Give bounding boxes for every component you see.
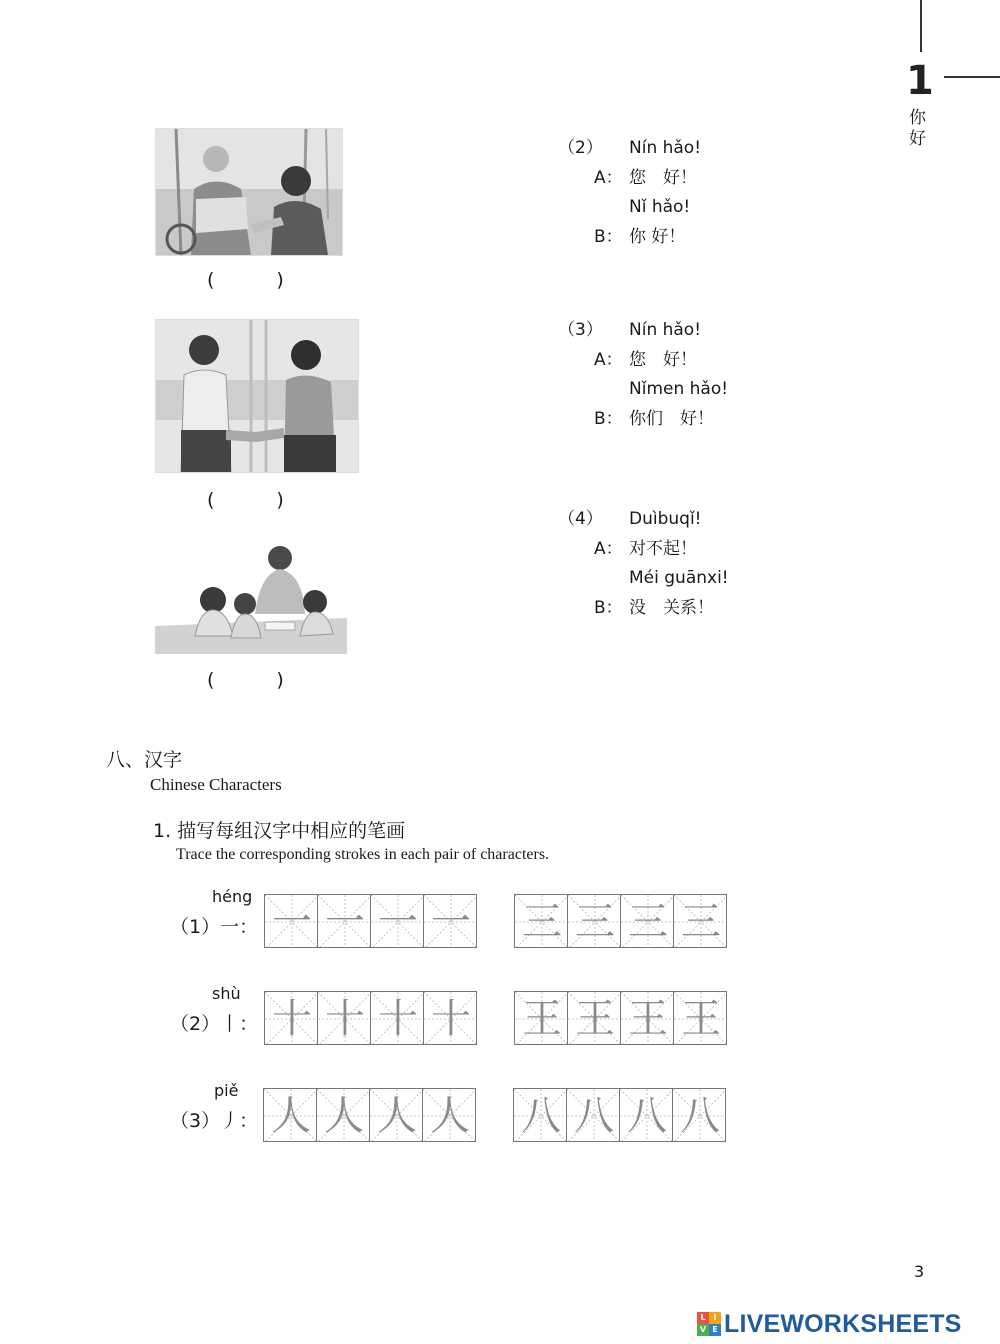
trace-grid-b [514,894,727,948]
dialogue-number: （4） [558,509,603,529]
trace-guide [318,895,371,948]
trace-guide [423,1089,476,1142]
trace-guide [567,1089,620,1142]
trace-cell[interactable] [370,991,424,1045]
trace-grid-a [264,894,477,948]
trace-guide [621,992,674,1045]
trace-grid-b [514,991,727,1045]
dialogue-2 [558,134,818,252]
trace-guide [621,895,674,948]
stroke-row-label: （2）丨： [170,1013,259,1035]
trace-cell[interactable] [672,1088,726,1142]
dialogue-hanzi: 您 好！ [629,349,697,370]
dialogue-pinyin: Nín hǎo! [629,138,702,158]
trace-cell[interactable] [567,894,621,948]
page-number: 3 [914,1262,925,1281]
logo-text: LIVEWORKSHEETS [724,1309,962,1338]
trace-cell[interactable] [513,1088,567,1142]
stroke-pinyin: héng [212,887,253,906]
section-subtitle: Chinese Characters [150,775,282,794]
trace-character: 十 [378,996,418,1042]
trace-guide [317,1089,370,1142]
trace-character: 八 [627,1093,667,1139]
paren-left: ( [207,669,215,691]
trace-cell[interactable] [514,991,568,1045]
trace-cell[interactable] [423,991,477,1045]
trace-cell[interactable] [317,991,371,1045]
trace-character: 王 [681,996,721,1042]
paren-right: ) [276,269,284,291]
dialogue-number: （2） [558,138,603,158]
question-title: 1. 描写每组汉字中相应的笔画 [153,820,406,842]
speaker-label: B： [594,597,623,618]
dialogue-number: （3） [558,320,603,340]
dialogue-3 [558,316,818,434]
trace-character: 人 [271,1093,311,1139]
speaker-label: B： [594,226,623,247]
trace-guide [265,895,318,948]
trace-character: 王 [522,996,562,1042]
photo-handshake [155,319,359,473]
stroke-pinyin: piě [214,1081,239,1100]
dialogue-hanzi: 你 好！ [629,226,686,247]
trace-cell[interactable] [619,1088,673,1142]
photo-greeting-elderly [155,128,343,256]
trace-cell[interactable] [673,991,727,1045]
trace-character: 十 [325,996,365,1042]
speaker-label: A： [594,538,623,559]
trace-guide [318,992,371,1045]
trace-guide [674,895,727,948]
dialogue-pinyin: Nín hǎo! [629,320,702,340]
trace-guide [674,992,727,1045]
trace-guide [370,1089,423,1142]
trace-guide [515,895,568,948]
trace-character: 三 [628,899,668,945]
dialogue-hanzi: 你们 好！ [629,408,714,429]
trace-guide [515,992,568,1045]
dialogue-pinyin: Duìbuqǐ! [629,509,702,529]
trace-character: 十 [431,996,471,1042]
speaker-label: A： [594,167,623,188]
trace-character: 一 [272,899,312,945]
trace-guide [264,1089,317,1142]
trace-character: 一 [325,899,365,945]
trace-guide [371,992,424,1045]
trace-character: 十 [272,996,312,1042]
trace-cell[interactable] [566,1088,620,1142]
dialogue-hanzi: 您 好！ [629,167,697,188]
trace-character: 三 [575,899,615,945]
dialogue-4 [558,505,818,623]
trace-character: 一 [378,899,418,945]
paren-left: ( [207,269,215,291]
trace-character: 人 [430,1093,470,1139]
trace-cell[interactable] [422,1088,476,1142]
stroke-row-label: （1）一： [170,916,259,938]
trace-guide [424,895,477,948]
trace-character: 王 [628,996,668,1042]
trace-cell[interactable] [673,894,727,948]
trace-guide [265,992,318,1045]
dialogue-pinyin: Méi guānxi! [629,568,729,588]
trace-character: 人 [324,1093,364,1139]
trace-guide [568,895,621,948]
trace-cell[interactable] [423,894,477,948]
trace-cell[interactable] [620,991,674,1045]
lesson-divider-vertical [920,0,922,52]
trace-cell[interactable] [620,894,674,948]
dialogue-pinyin: Nǐmen hǎo! [629,379,729,399]
stroke-row-label: （3）丿： [170,1110,259,1132]
paren-left: ( [207,489,215,511]
lesson-title: 你好 [909,108,926,149]
trace-cell[interactable] [317,894,371,948]
trace-grid-b [513,1088,726,1142]
dialogue-hanzi: 没 关系！ [629,597,714,618]
trace-character: 一 [431,899,471,945]
speaker-label: A： [594,349,623,370]
trace-grid-a [263,1088,476,1142]
trace-cell[interactable] [514,894,568,948]
paren-right: ) [276,669,284,691]
section-title: 八、汉字 [106,749,183,771]
trace-cell[interactable] [264,991,318,1045]
trace-character: 八 [521,1093,561,1139]
stroke-pinyin: shù [212,984,241,1003]
trace-cell[interactable] [567,991,621,1045]
trace-character: 人 [377,1093,417,1139]
trace-grid-a [264,991,477,1045]
lesson-divider-horizontal [944,76,1000,78]
trace-guide [424,992,477,1045]
trace-character: 王 [575,996,615,1042]
trace-character: 三 [522,899,562,945]
paren-right: ) [276,489,284,511]
lesson-number: 1 [906,58,934,104]
photo-teacher-children [155,544,347,654]
dialogue-hanzi: 对不起！ [629,538,697,559]
logo-mark-icon: L I V E [697,1312,721,1336]
trace-cell[interactable] [369,1088,423,1142]
trace-guide [620,1089,673,1142]
trace-guide [371,895,424,948]
trace-character: 八 [680,1093,720,1139]
speaker-label: B： [594,408,623,429]
trace-guide [514,1089,567,1142]
answer-blank-3[interactable] [207,669,284,691]
trace-character: 八 [574,1093,614,1139]
trace-character: 三 [681,899,721,945]
question-subtitle: Trace the corresponding strokes in each pair of characters. [176,846,550,863]
liveworksheets-logo[interactable] [697,1309,962,1339]
answer-blank-2[interactable] [207,489,284,511]
trace-cell[interactable] [316,1088,370,1142]
trace-cell[interactable] [264,894,318,948]
dialogue-pinyin: Nǐ hǎo! [629,197,691,217]
trace-guide [568,992,621,1045]
answer-blank-1[interactable] [207,269,284,291]
trace-guide [673,1089,726,1142]
trace-cell[interactable] [370,894,424,948]
trace-cell[interactable] [263,1088,317,1142]
